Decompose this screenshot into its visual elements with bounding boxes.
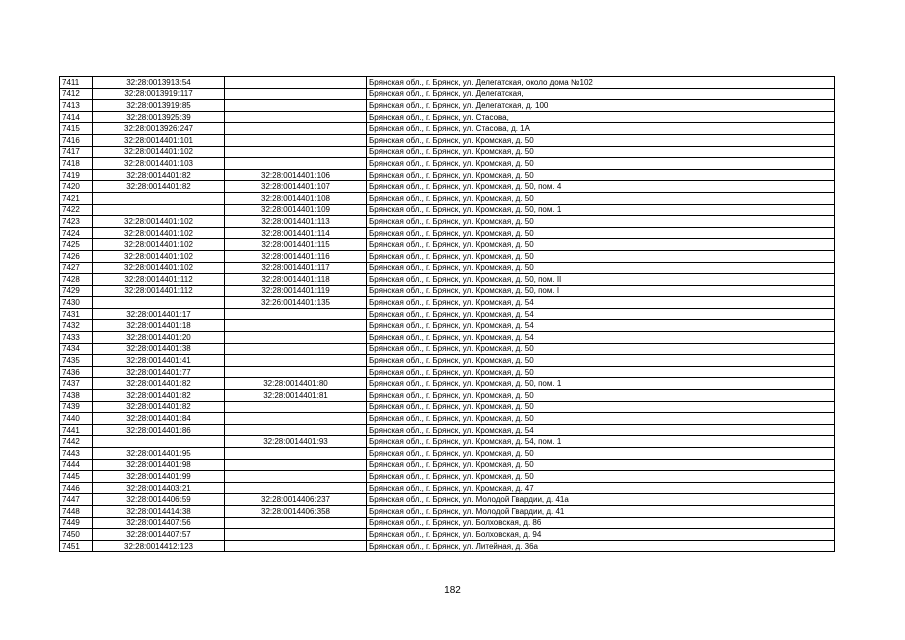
table-row	[60, 459, 835, 471]
object-cadastral-number-cell: 32:28:0014401:80	[225, 378, 367, 390]
table-row	[60, 401, 835, 413]
object-cadastral-number-cell	[225, 332, 367, 344]
row-number-cell: 7445	[60, 471, 93, 483]
address-cell: Брянская обл., г. Брянск, ул. Кромская, д. 50, пом. 4	[367, 181, 835, 193]
object-cadastral-number-cell: 32:28:0014406:358	[225, 505, 367, 517]
cadastral-number-cell: 32:28:0014401:98	[93, 459, 225, 471]
table-row	[60, 227, 835, 239]
cadastral-number-cell: 32:28:0014401:41	[93, 355, 225, 367]
table-row	[60, 262, 835, 274]
table-row	[60, 239, 835, 251]
cadastral-number-cell: 32:28:0014401:77	[93, 366, 225, 378]
table-row	[60, 378, 835, 390]
object-cadastral-number-cell	[225, 540, 367, 552]
object-cadastral-number-cell	[225, 146, 367, 158]
row-number-cell: 7435	[60, 355, 93, 367]
cadastral-number-cell	[93, 204, 225, 216]
cadastral-number-cell: 32:28:0014401:86	[93, 424, 225, 436]
address-cell: Брянская обл., г. Брянск, ул. Кромская, д. 50	[367, 158, 835, 170]
cadastral-number-cell: 32:28:0013913:54	[93, 77, 225, 89]
address-cell: Брянская обл., г. Брянск, ул. Кромская, д. 54	[367, 297, 835, 309]
object-cadastral-number-cell	[225, 448, 367, 460]
row-number-cell: 7442	[60, 436, 93, 448]
address-cell: Брянская обл., г. Брянск, ул. Кромская, д. 50, пом. I	[367, 285, 835, 297]
row-number-cell: 7423	[60, 216, 93, 228]
table-row	[60, 413, 835, 425]
cadastral-number-cell	[93, 192, 225, 204]
table-row	[60, 540, 835, 552]
object-cadastral-number-cell: 32:26:0014401:135	[225, 297, 367, 309]
page-number: 182	[444, 585, 461, 596]
table-row	[60, 482, 835, 494]
row-number-cell: 7413	[60, 100, 93, 112]
table-row	[60, 216, 835, 228]
cadastral-number-cell: 32:28:0014401:17	[93, 308, 225, 320]
table-row	[60, 436, 835, 448]
table-row	[60, 471, 835, 483]
object-cadastral-number-cell: 32:28:0014401:81	[225, 390, 367, 402]
row-number-cell: 7437	[60, 378, 93, 390]
cadastral-number-cell: 32:28:0014403:21	[93, 482, 225, 494]
cadastral-number-cell: 32:28:0014401:102	[93, 216, 225, 228]
row-number-cell: 7434	[60, 343, 93, 355]
table-row	[60, 308, 835, 320]
row-number-cell: 7440	[60, 413, 93, 425]
object-cadastral-number-cell	[225, 111, 367, 123]
cadastral-number-cell: 32:28:0014412:123	[93, 540, 225, 552]
object-cadastral-number-cell	[225, 355, 367, 367]
object-cadastral-number-cell: 32:28:0014401:118	[225, 274, 367, 286]
address-cell: Брянская обл., г. Брянск, ул. Кромская, д. 50, пом. 1	[367, 204, 835, 216]
table-row	[60, 250, 835, 262]
table-row	[60, 494, 835, 506]
row-number-cell: 7414	[60, 111, 93, 123]
table-row	[60, 274, 835, 286]
object-cadastral-number-cell	[225, 123, 367, 135]
table-row	[60, 181, 835, 193]
address-cell: Брянская обл., г. Брянск, ул. Кромская, д. 50	[367, 227, 835, 239]
cadastral-number-cell: 32:28:0014401:103	[93, 158, 225, 170]
cadastral-number-cell: 32:28:0014414:38	[93, 505, 225, 517]
address-cell: Брянская обл., г. Брянск, ул. Кромская, д. 50	[367, 459, 835, 471]
address-cell: Брянская обл., г. Брянск, ул. Кромская, д. 50	[367, 239, 835, 251]
object-cadastral-number-cell	[225, 308, 367, 320]
cadastral-number-cell: 32:28:0014401:102	[93, 239, 225, 251]
address-cell: Брянская обл., г. Брянск, ул. Кромская, д. 50, пом. 1	[367, 378, 835, 390]
row-number-cell: 7441	[60, 424, 93, 436]
row-number-cell: 7412	[60, 88, 93, 100]
object-cadastral-number-cell: 32:28:0014401:107	[225, 181, 367, 193]
row-number-cell: 7426	[60, 250, 93, 262]
object-cadastral-number-cell	[225, 529, 367, 541]
cadastral-number-cell	[93, 436, 225, 448]
object-cadastral-number-cell: 32:28:0014401:114	[225, 227, 367, 239]
cadastral-number-cell: 32:28:0014401:84	[93, 413, 225, 425]
address-cell: Брянская обл., г. Брянск, ул. Кромская, д. 50	[367, 262, 835, 274]
table-row	[60, 343, 835, 355]
row-number-cell: 7443	[60, 448, 93, 460]
object-cadastral-number-cell	[225, 471, 367, 483]
table-row	[60, 134, 835, 146]
object-cadastral-number-cell	[225, 100, 367, 112]
address-cell: Брянская обл., г. Брянск, ул. Кромская, д. 50	[367, 401, 835, 413]
address-cell: Брянская обл., г. Брянск, ул. Кромская, д. 47	[367, 482, 835, 494]
address-cell: Брянская обл., г. Брянск, ул. Стасова, д. 1А	[367, 123, 835, 135]
object-cadastral-number-cell	[225, 88, 367, 100]
table-row	[60, 505, 835, 517]
address-cell: Брянская обл., г. Брянск, ул. Кромская, д. 50	[367, 250, 835, 262]
table-row	[60, 204, 835, 216]
object-cadastral-number-cell	[225, 517, 367, 529]
row-number-cell: 7411	[60, 77, 93, 89]
row-number-cell: 7419	[60, 169, 93, 181]
row-number-cell: 7433	[60, 332, 93, 344]
address-cell: Брянская обл., г. Брянск, ул. Кромская, д. 50	[367, 390, 835, 402]
object-cadastral-number-cell	[225, 134, 367, 146]
row-number-cell: 7429	[60, 285, 93, 297]
cadastral-number-cell: 32:28:0014401:112	[93, 285, 225, 297]
object-cadastral-number-cell	[225, 158, 367, 170]
address-cell: Брянская обл., г. Брянск, ул. Молодой Гвардии, д. 41	[367, 505, 835, 517]
address-cell: Брянская обл., г. Брянск, ул. Кромская, д. 54	[367, 308, 835, 320]
address-cell: Брянская обл., г. Брянск, ул. Кромская, д. 50	[367, 343, 835, 355]
object-cadastral-number-cell: 32:28:0014401:108	[225, 192, 367, 204]
row-number-cell: 7421	[60, 192, 93, 204]
row-number-cell: 7448	[60, 505, 93, 517]
object-cadastral-number-cell	[225, 413, 367, 425]
row-number-cell: 7432	[60, 320, 93, 332]
object-cadastral-number-cell	[225, 424, 367, 436]
row-number-cell: 7436	[60, 366, 93, 378]
table-row	[60, 88, 835, 100]
registry-table	[59, 76, 835, 552]
address-cell: Брянская обл., г. Брянск, ул. Кромская, д. 50	[367, 169, 835, 181]
address-cell: Брянская обл., г. Брянск, ул. Болховская, д. 94	[367, 529, 835, 541]
row-number-cell: 7449	[60, 517, 93, 529]
table-row	[60, 100, 835, 112]
object-cadastral-number-cell	[225, 459, 367, 471]
cadastral-number-cell: 32:28:0014401:99	[93, 471, 225, 483]
row-number-cell: 7450	[60, 529, 93, 541]
address-cell: Брянская обл., г. Брянск, ул. Делегатская,	[367, 88, 835, 100]
table-row	[60, 529, 835, 541]
address-cell: Брянская обл., г. Брянск, ул. Кромская, д. 50	[367, 366, 835, 378]
address-cell: Брянская обл., г. Брянск, ул. Кромская, д. 54	[367, 424, 835, 436]
object-cadastral-number-cell: 32:28:0014406:237	[225, 494, 367, 506]
row-number-cell: 7431	[60, 308, 93, 320]
cadastral-number-cell: 32:28:0014401:82	[93, 169, 225, 181]
cadastral-number-cell: 32:28:0014407:57	[93, 529, 225, 541]
object-cadastral-number-cell: 32:28:0014401:113	[225, 216, 367, 228]
address-cell: Брянская обл., г. Брянск, ул. Кромская, д. 50	[367, 134, 835, 146]
address-cell: Брянская обл., г. Брянск, ул. Кромская, д. 50	[367, 448, 835, 460]
row-number-cell: 7418	[60, 158, 93, 170]
cadastral-number-cell: 32:28:0014401:82	[93, 390, 225, 402]
cadastral-number-cell: 32:28:0014401:102	[93, 262, 225, 274]
table-row	[60, 424, 835, 436]
object-cadastral-number-cell: 32:28:0014401:109	[225, 204, 367, 216]
cadastral-number-cell: 32:28:0014401:82	[93, 181, 225, 193]
row-number-cell: 7451	[60, 540, 93, 552]
object-cadastral-number-cell	[225, 482, 367, 494]
row-number-cell: 7422	[60, 204, 93, 216]
cadastral-number-cell: 32:28:0014401:20	[93, 332, 225, 344]
object-cadastral-number-cell	[225, 401, 367, 413]
table-row	[60, 123, 835, 135]
cadastral-number-cell: 32:28:0014401:38	[93, 343, 225, 355]
table-row	[60, 192, 835, 204]
address-cell: Брянская обл., г. Брянск, ул. Кромская, д. 54	[367, 332, 835, 344]
table-row	[60, 390, 835, 402]
row-number-cell: 7444	[60, 459, 93, 471]
cadastral-number-cell: 32:28:0013919:85	[93, 100, 225, 112]
object-cadastral-number-cell: 32:28:0014401:106	[225, 169, 367, 181]
address-cell: Брянская обл., г. Брянск, ул. Кромская, д. 54	[367, 320, 835, 332]
table-row	[60, 111, 835, 123]
object-cadastral-number-cell: 32:28:0014401:93	[225, 436, 367, 448]
cadastral-number-cell: 32:28:0013925:39	[93, 111, 225, 123]
address-cell: Брянская обл., г. Брянск, ул. Литейная, д. 36а	[367, 540, 835, 552]
object-cadastral-number-cell	[225, 366, 367, 378]
row-number-cell: 7425	[60, 239, 93, 251]
address-cell: Брянская обл., г. Брянск, ул. Кромская, д. 50	[367, 216, 835, 228]
table-row	[60, 517, 835, 529]
cadastral-number-cell: 32:28:0014401:82	[93, 401, 225, 413]
object-cadastral-number-cell: 32:28:0014401:117	[225, 262, 367, 274]
registry-table-body	[60, 77, 835, 552]
row-number-cell: 7417	[60, 146, 93, 158]
table-row	[60, 146, 835, 158]
table-row	[60, 320, 835, 332]
table-row	[60, 158, 835, 170]
address-cell: Брянская обл., г. Брянск, ул. Кромская, д. 50	[367, 192, 835, 204]
table-row	[60, 366, 835, 378]
cadastral-number-cell: 32:28:0013919:117	[93, 88, 225, 100]
table-row	[60, 448, 835, 460]
table-row	[60, 297, 835, 309]
address-cell: Брянская обл., г. Брянск, ул. Кромская, д. 50	[367, 355, 835, 367]
address-cell: Брянская обл., г. Брянск, ул. Стасова,	[367, 111, 835, 123]
cadastral-number-cell: 32:28:0014401:102	[93, 227, 225, 239]
cadastral-number-cell: 32:28:0014406:59	[93, 494, 225, 506]
cadastral-number-cell: 32:28:0014401:102	[93, 146, 225, 158]
row-number-cell: 7430	[60, 297, 93, 309]
address-cell: Брянская обл., г. Брянск, ул. Кромская, д. 50	[367, 146, 835, 158]
row-number-cell: 7446	[60, 482, 93, 494]
cadastral-number-cell: 32:28:0014401:82	[93, 378, 225, 390]
cadastral-number-cell: 32:28:0014401:95	[93, 448, 225, 460]
object-cadastral-number-cell: 32:28:0014401:119	[225, 285, 367, 297]
address-cell: Брянская обл., г. Брянск, ул. Кромская, д. 54, пом. 1	[367, 436, 835, 448]
row-number-cell: 7427	[60, 262, 93, 274]
row-number-cell: 7416	[60, 134, 93, 146]
address-cell: Брянская обл., г. Брянск, ул. Делегатская, около дома №102	[367, 77, 835, 89]
cadastral-number-cell	[93, 297, 225, 309]
object-cadastral-number-cell: 32:28:0014401:116	[225, 250, 367, 262]
table-row	[60, 332, 835, 344]
table-row	[60, 285, 835, 297]
cadastral-number-cell: 32:28:0014401:102	[93, 250, 225, 262]
cadastral-number-cell: 32:28:0013926:247	[93, 123, 225, 135]
table-row	[60, 169, 835, 181]
address-cell: Брянская обл., г. Брянск, ул. Делегатская, д. 100	[367, 100, 835, 112]
address-cell: Брянская обл., г. Брянск, ул. Кромская, д. 50, пом. II	[367, 274, 835, 286]
cadastral-number-cell: 32:28:0014407:56	[93, 517, 225, 529]
address-cell: Брянская обл., г. Брянск, ул. Кромская, д. 50	[367, 471, 835, 483]
row-number-cell: 7424	[60, 227, 93, 239]
address-cell: Брянская обл., г. Брянск, ул. Молодой Гвардии, д. 41а	[367, 494, 835, 506]
row-number-cell: 7415	[60, 123, 93, 135]
row-number-cell: 7438	[60, 390, 93, 402]
object-cadastral-number-cell	[225, 320, 367, 332]
row-number-cell: 7439	[60, 401, 93, 413]
cadastral-number-cell: 32:28:0014401:101	[93, 134, 225, 146]
cadastral-number-cell: 32:28:0014401:18	[93, 320, 225, 332]
object-cadastral-number-cell	[225, 77, 367, 89]
address-cell: Брянская обл., г. Брянск, ул. Болховская, д. 86	[367, 517, 835, 529]
table-row	[60, 77, 835, 89]
object-cadastral-number-cell	[225, 343, 367, 355]
table-row	[60, 355, 835, 367]
object-cadastral-number-cell: 32:28:0014401:115	[225, 239, 367, 251]
row-number-cell: 7428	[60, 274, 93, 286]
row-number-cell: 7447	[60, 494, 93, 506]
address-cell: Брянская обл., г. Брянск, ул. Кромская, д. 50	[367, 413, 835, 425]
cadastral-number-cell: 32:28:0014401:112	[93, 274, 225, 286]
row-number-cell: 7420	[60, 181, 93, 193]
